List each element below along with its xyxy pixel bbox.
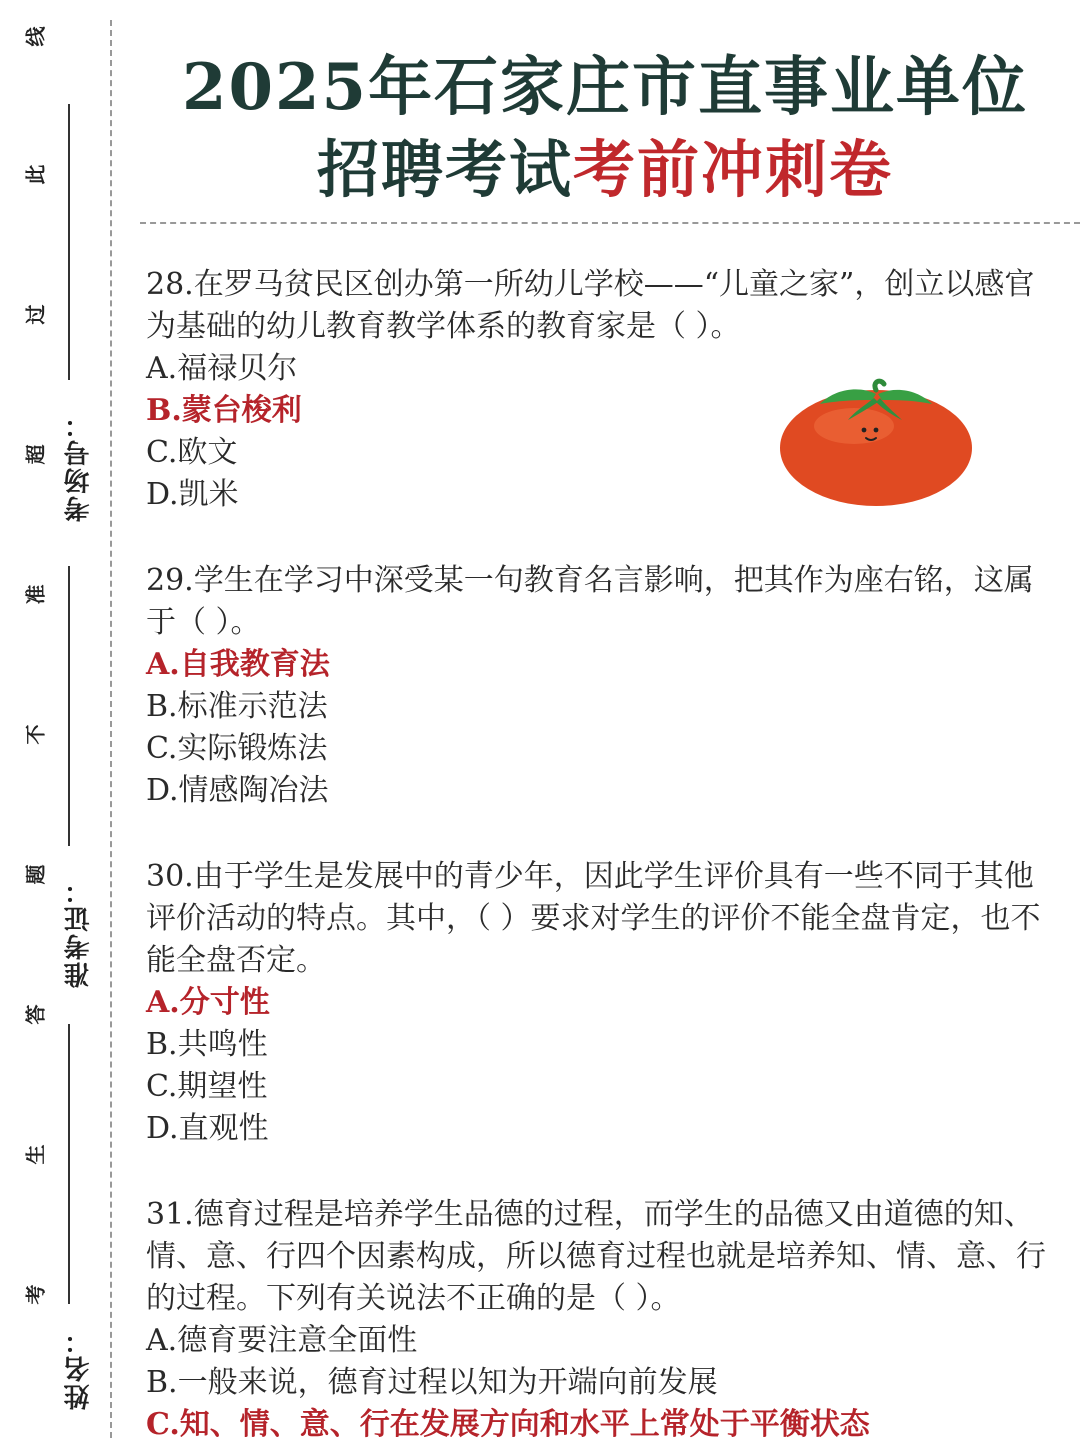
- option-d: D.情感陶冶法: [146, 773, 329, 808]
- seal-char: 过: [23, 304, 48, 325]
- header-divider: [140, 222, 1080, 224]
- question-30: [146, 856, 1046, 1150]
- question-stem: 29.学生在学习中深受某一句教育名言影响，把其作为座右铭，这属于（ ）。: [146, 563, 1034, 640]
- tomato-sticker-icon: [776, 376, 976, 508]
- question-31: [146, 1194, 1046, 1446]
- seal-char: 考: [23, 1284, 48, 1305]
- option-b: B.一般来说，德育过程以知为开端向前发展: [146, 1365, 718, 1400]
- seal-char: 此: [23, 164, 48, 185]
- exam-room-label: 考场号：: [64, 410, 94, 522]
- seal-char: 生: [23, 1144, 48, 1165]
- seal-char: 线: [23, 26, 48, 47]
- seal-char: 答: [23, 1004, 48, 1025]
- question-29: [146, 560, 1046, 812]
- title-line-2-red: 考前冲刺卷: [573, 133, 894, 206]
- question-stem: 30.由于学生是发展中的青少年，因此学生评价具有一些不同于其他评价活动的特点。其中，（ ）要求对学生的评价不能全盘肯定，也不能全盘否定。: [146, 859, 1041, 978]
- title-line-2-black: 招聘考试: [316, 133, 573, 206]
- seal-char: 超: [23, 444, 48, 465]
- name-label: 姓名：: [64, 1326, 94, 1410]
- option-a-correct: A.自我教育法: [146, 647, 330, 682]
- option-a-correct: A.分寸性: [146, 985, 270, 1020]
- field-line: [68, 104, 70, 380]
- title-line-1: 2025年石家庄市直事业单位: [181, 50, 1029, 125]
- seal-char: 不: [23, 724, 48, 745]
- option-d: D.凯米: [146, 477, 239, 512]
- option-a: A.德育要注意全面性: [146, 1323, 418, 1358]
- field-line: [68, 566, 70, 846]
- option-c-correct: C.知、情、意、行在发展方向和水平上常处于平衡状态: [146, 1407, 870, 1442]
- binding-cut-line: [110, 20, 112, 1438]
- option-c: C.实际锻炼法: [146, 731, 328, 766]
- option-b: B.共鸣性: [146, 1027, 268, 1062]
- option-a: A.福禄贝尔: [146, 351, 298, 386]
- option-d: D.直观性: [146, 1111, 269, 1146]
- field-line: [68, 1024, 70, 1304]
- option-c: C.期望性: [146, 1069, 268, 1104]
- seal-char: 准: [23, 584, 48, 605]
- admission-ticket-label: 准考证：: [64, 876, 94, 988]
- question-stem: 31.德育过程是培养学生品德的过程，而学生的品德又由道德的知、情、意、行四个因素构成，所以德育过程也就是培养知、情、意、行的过程。下列有关说法不正确的是（ ）。: [146, 1197, 1046, 1316]
- option-b: B.标准示范法: [146, 689, 328, 724]
- binding-margin: [0, 0, 130, 1438]
- option-b-correct: B.蒙台梭利: [146, 393, 302, 428]
- title-line-2: [140, 120, 1070, 209]
- question-stem: 28.在罗马贫民区创办第一所幼儿学校——“儿童之家”，创立以感官为基础的幼儿教育教学体系的教育家是（ ）。: [146, 267, 1035, 344]
- option-c: C.欧文: [146, 435, 238, 470]
- seal-char: 题: [23, 864, 48, 885]
